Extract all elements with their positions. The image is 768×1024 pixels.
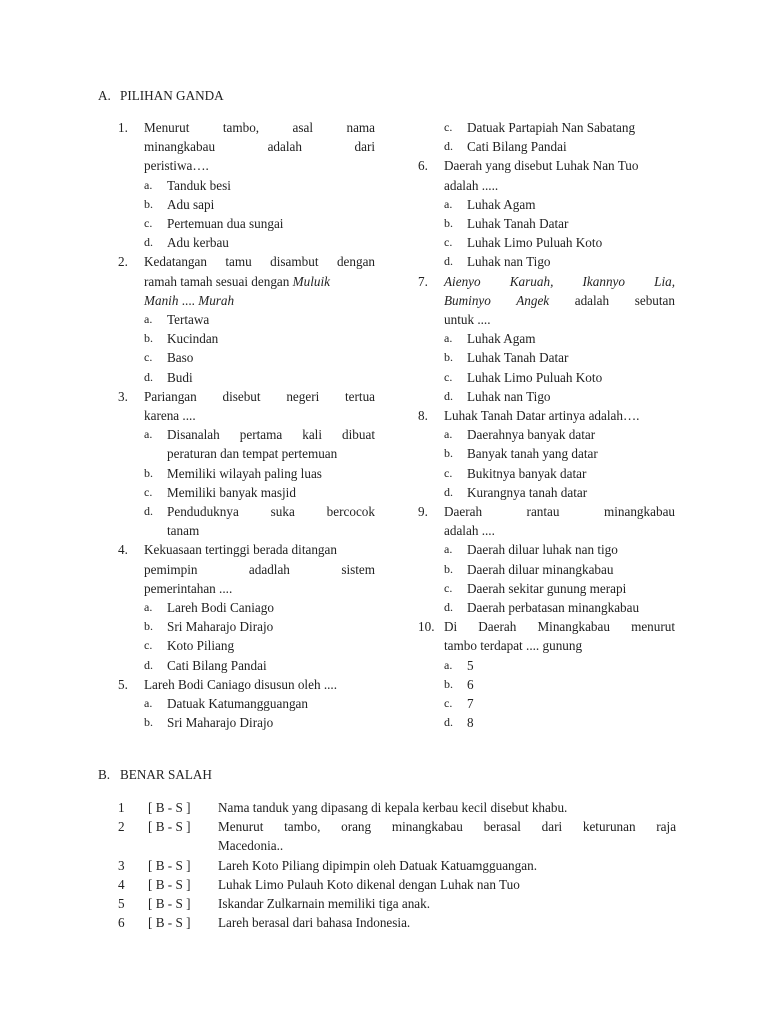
- true-false-item[interactable]: 4 [ B - S ] Luhak Limo Pulauh Koto dikenal dengan Luhak nan Tuo: [118, 875, 676, 894]
- option[interactable]: d. Kurangnya tanah datar: [444, 484, 588, 500]
- option[interactable]: c. Luhak Limo Puluah Koto: [444, 235, 603, 251]
- question-text-line: untuk ....: [444, 312, 491, 328]
- option[interactable]: b. Kucindan: [144, 331, 219, 347]
- question-5: [118, 675, 375, 694]
- option[interactable]: c. Pertemuan dua sungai: [144, 216, 284, 232]
- option[interactable]: b. 6: [444, 676, 474, 692]
- answer-bracket[interactable]: [ B - S ]: [148, 915, 191, 931]
- question-text-line: adalah .....: [444, 177, 499, 193]
- question-3: [118, 387, 375, 425]
- true-false-item[interactable]: 1 [ B - S ] Nama tanduk yang dipasang di kepala kerbau kecil disebut khabu.: [118, 798, 676, 817]
- question-9: [418, 502, 675, 540]
- question-4: [118, 540, 375, 598]
- question-number: 2.: [118, 254, 128, 270]
- option[interactable]: d. Luhak nan Tigo: [444, 388, 551, 404]
- answer-bracket[interactable]: [ B - S ]: [148, 800, 191, 815]
- question-8: [418, 406, 675, 425]
- question-text-line: Manih .... Murah: [144, 292, 235, 308]
- option[interactable]: a. 5: [444, 657, 474, 673]
- question-number: 9.: [418, 504, 428, 520]
- question-number: 10.: [418, 619, 435, 635]
- option[interactable]: b. Sri Maharajo Dirajo: [144, 715, 274, 731]
- option[interactable]: c. Luhak Limo Puluah Koto: [444, 369, 603, 385]
- question-text-line: Kedatangan tamu disambut dengan: [144, 254, 376, 270]
- section-a-heading: [98, 88, 224, 104]
- question-text-line: Luhak Tanah Datar artinya adalah….: [444, 408, 640, 424]
- question-text-line: Kekuasaan tertinggi berada ditangan: [144, 542, 337, 558]
- true-false-item[interactable]: 2 [ B - S ] Menurut tambo, orang minangkabau berasal dari keturunan raja Macedonia..: [118, 819, 677, 854]
- question-text-line: ramah tamah sesuai dengan Muluik: [144, 273, 331, 289]
- option[interactable]: d. Daerah perbatasan minangkabau: [444, 600, 640, 616]
- question-number: 4.: [118, 542, 128, 558]
- true-false-item[interactable]: 3 [ B - S ] Lareh Koto Piliang dipimpin oleh Datuak Katuamgguangan.: [118, 856, 676, 875]
- option[interactable]: c. Memiliki banyak masjid: [144, 484, 296, 500]
- question-text-line: pemerintahan ....: [144, 580, 233, 596]
- answer-bracket[interactable]: [ B - S ]: [148, 876, 191, 892]
- question-text-line: karena ....: [144, 408, 196, 424]
- option[interactable]: b. Adu sapi: [144, 196, 215, 212]
- option[interactable]: a. Lareh Bodi Caniago: [144, 600, 274, 616]
- true-false-list: [118, 798, 676, 932]
- option[interactable]: c. Datuak Partapiah Nan Sabatang: [444, 120, 636, 135]
- question-number: 8.: [418, 408, 428, 424]
- option[interactable]: a. Tanduk besi: [144, 177, 231, 193]
- section-b-title: BENAR SALAH: [120, 767, 212, 782]
- questions-left-column: [118, 118, 375, 733]
- option[interactable]: d. Penduduknya suka bercocok tanam: [144, 504, 375, 539]
- question-number: 7.: [418, 273, 428, 289]
- option[interactable]: a. Datuak Katumangguangan: [144, 696, 308, 712]
- section-b-heading: [98, 767, 212, 783]
- section-a-title: PILIHAN GANDA: [120, 88, 224, 103]
- option[interactable]: c. Baso: [144, 350, 194, 366]
- option[interactable]: d. 8: [444, 715, 474, 731]
- question-text-line: Daerah yang disebut Luhak Nan Tuo: [444, 158, 639, 174]
- option[interactable]: d. Cati Bilang Pandai: [144, 657, 267, 673]
- question-text-line: Lareh Bodi Caniago disusun oleh ....: [144, 676, 338, 692]
- answer-bracket[interactable]: [ B - S ]: [148, 896, 191, 912]
- question-text-line: Daerah rantau minangkabau: [444, 504, 676, 520]
- option[interactable]: a. Daerahnya banyak datar: [444, 427, 596, 443]
- option[interactable]: d. Luhak nan Tigo: [444, 254, 551, 270]
- option[interactable]: c. 7: [444, 696, 474, 712]
- section-b-letter: B.: [98, 767, 111, 782]
- question-number: 3.: [118, 388, 128, 404]
- question-text-line: peristiwa….: [144, 158, 209, 174]
- option[interactable]: c. Daerah sekitar gunung merapi: [444, 580, 627, 596]
- question-text-line: Aienyo Karuah, Ikannyo Lia,: [444, 273, 676, 289]
- question-text-line: Pariangan disebut negeri tertua: [144, 388, 376, 404]
- option[interactable]: a. Daerah diluar luhak nan tigo: [444, 542, 618, 558]
- question-text-line: Buminyo Angek adalah sebutan: [444, 292, 675, 308]
- answer-bracket[interactable]: [ B - S ]: [148, 819, 191, 835]
- question-6: [418, 156, 675, 194]
- option[interactable]: b. Memiliki wilayah paling luas: [144, 465, 322, 481]
- answer-bracket[interactable]: [ B - S ]: [148, 857, 191, 873]
- question-7: [418, 272, 675, 330]
- option[interactable]: b. Banyak tanah yang datar: [444, 446, 598, 462]
- question-2: [118, 252, 375, 310]
- option[interactable]: d. Adu kerbau: [144, 235, 229, 251]
- question-text-line: Menurut tambo, asal nama: [144, 120, 376, 135]
- option[interactable]: d. Cati Bilang Pandai: [444, 139, 567, 155]
- question-text-line: tambo terdapat .... gunung: [444, 638, 583, 654]
- option[interactable]: a. Luhak Agam: [444, 196, 536, 212]
- question-text-line: pemimpin adadlah sistem: [144, 561, 376, 577]
- option[interactable]: b. Daerah diluar minangkabau: [444, 561, 614, 577]
- option[interactable]: d. Budi: [144, 369, 193, 385]
- question-1: [118, 118, 375, 176]
- option[interactable]: c. Bukitnya banyak datar: [444, 465, 587, 481]
- true-false-item[interactable]: 5 [ B - S ] Iskandar Zulkarnain memiliki tiga anak.: [118, 894, 676, 913]
- option[interactable]: b. Luhak Tanah Datar: [444, 216, 569, 232]
- option[interactable]: a. Disanalah pertama kali dibuat peraturan dan tempat pertemuan: [144, 427, 375, 462]
- question-text-line: Di Daerah Minangkabau menurut: [444, 619, 676, 635]
- section-a-letter: A.: [98, 88, 111, 103]
- question-number: 5.: [118, 676, 128, 692]
- question-number: 1.: [118, 120, 128, 135]
- option[interactable]: a. Tertawa: [144, 312, 210, 328]
- option[interactable]: c. Koto Piliang: [144, 638, 235, 654]
- option[interactable]: b. Sri Maharajo Dirajo: [144, 619, 274, 635]
- option[interactable]: b. Luhak Tanah Datar: [444, 350, 569, 366]
- question-text-line: minangkabau adalah dari: [144, 139, 376, 155]
- option[interactable]: a. Luhak Agam: [444, 331, 536, 347]
- questions-right-column: [418, 118, 675, 733]
- question-10: [418, 617, 675, 655]
- question-number: 6.: [418, 158, 428, 174]
- question-text-line: adalah ....: [444, 523, 495, 539]
- true-false-item[interactable]: 6 [ B - S ] Lareh berasal dari bahasa Indonesia.: [118, 913, 676, 932]
